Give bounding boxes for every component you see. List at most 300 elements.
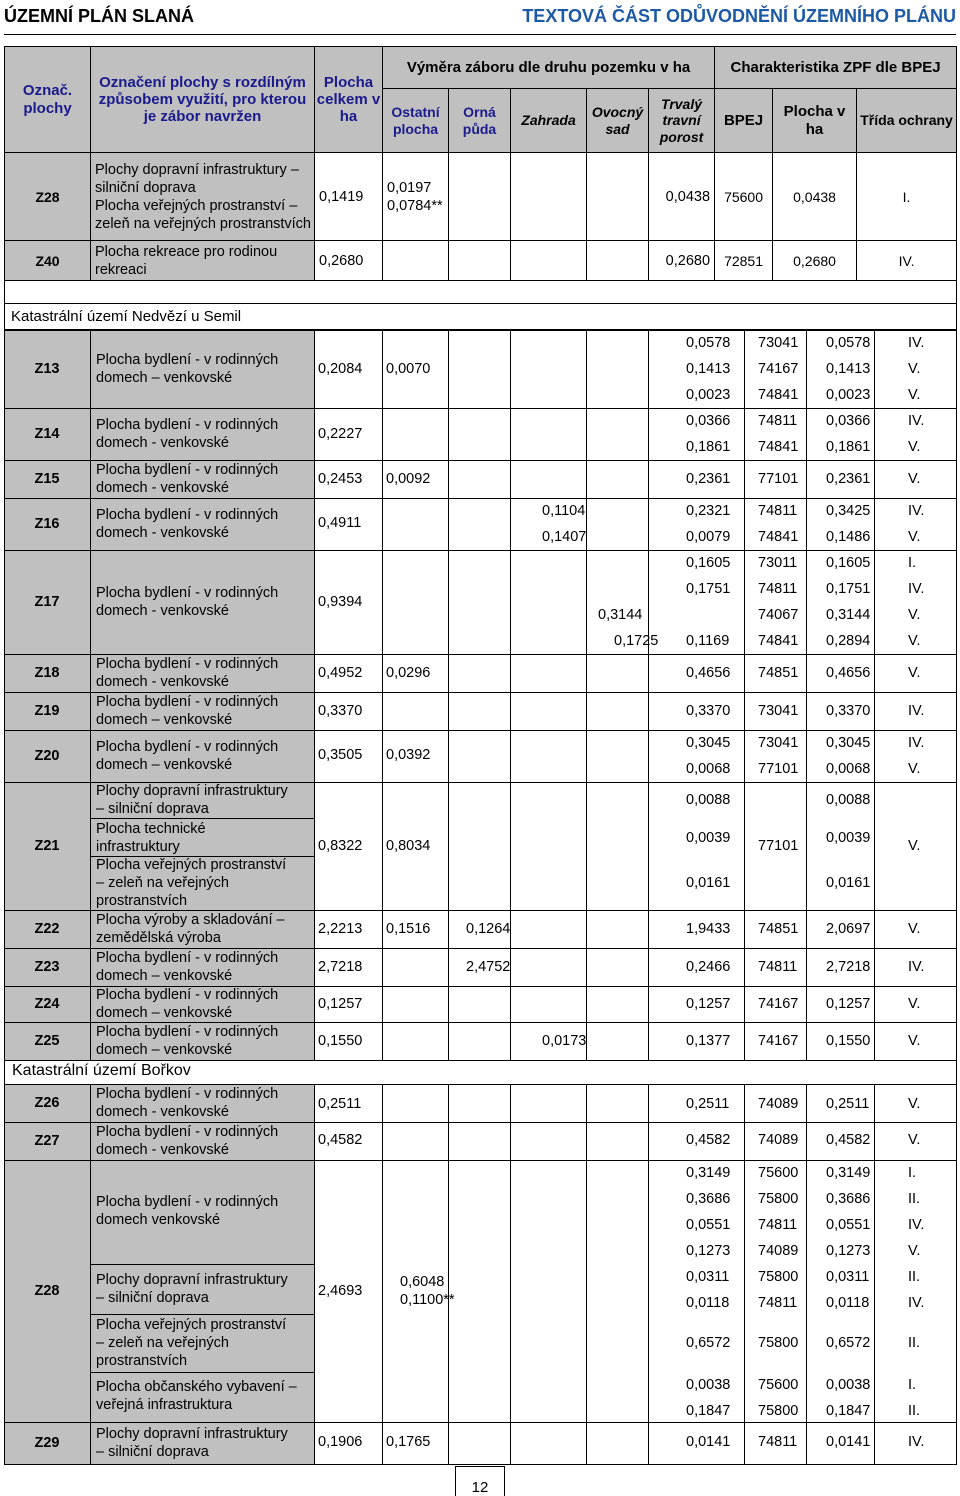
cell-ovocny: 0,1725 <box>614 633 659 649</box>
cell-ovocny: 0,3144 <box>598 607 643 623</box>
table-cell <box>586 910 649 949</box>
row-desc: Plocha veřejných prostranství <box>96 1317 287 1333</box>
cell-ttp: 0,2361 <box>686 471 731 487</box>
cell-trida: II. <box>908 1191 921 1207</box>
table-cell <box>510 986 587 1023</box>
cell-trida: IV. <box>908 581 925 597</box>
cell-bpej: 73041 <box>758 735 799 751</box>
row-id: Z22 <box>34 921 60 937</box>
table-cell <box>510 550 587 655</box>
cell-ostatni: 0,0296 <box>386 665 431 681</box>
cell-zahrada: 0,0173 <box>542 1033 587 1049</box>
cell-bpej: 74841 <box>758 529 799 545</box>
cell-plocha: 0,3370 <box>826 703 871 719</box>
table-cell <box>586 498 649 551</box>
row-desc: domech - venkovské <box>96 674 229 690</box>
cell-total: 0,4911 <box>318 515 362 531</box>
cell-bpej: 74811 <box>758 959 798 975</box>
cell-trida: V. <box>908 633 921 649</box>
row-desc: domech venkovské <box>96 1212 221 1228</box>
cell-ttp: 0,2466 <box>686 959 731 975</box>
row-desc: domech – venkovské <box>96 370 233 386</box>
row-desc: domech – venkovské <box>96 757 233 773</box>
cell-ttp: 0,1377 <box>686 1033 731 1049</box>
table-cell <box>448 1160 511 1423</box>
group-land-header: Výměra záboru dle druhu pozemku v ha <box>383 47 715 89</box>
page-header <box>4 4 956 35</box>
cell-plocha: 0,0068 <box>826 761 871 777</box>
row-desc: infrastruktury <box>96 839 180 855</box>
cell-total: 2,7218 <box>318 959 363 975</box>
cell-plocha: 0,3425 <box>826 503 871 519</box>
cell-trida: V. <box>908 361 921 377</box>
cell-plocha: 0,0088 <box>826 792 871 808</box>
cell-trida: V. <box>908 996 921 1012</box>
cell-trida: IV. <box>908 503 925 519</box>
row-desc: Plocha občanského vybavení – <box>96 1379 297 1395</box>
cell-ttp: 0,2321 <box>686 503 731 519</box>
cell-bpej: 74811 <box>758 413 798 429</box>
cell-ttp: 0,3045 <box>686 735 731 751</box>
cell-ttp: 0,1751 <box>686 581 731 597</box>
table-cell <box>586 408 649 461</box>
cell-plocha: 0,1605 <box>826 555 871 571</box>
cell-ttp: 0,4656 <box>686 665 731 681</box>
cell-ttp: 0,0161 <box>686 875 731 891</box>
cell-plocha: 0,0118 <box>826 1295 870 1311</box>
cell-ttp: 0,3370 <box>686 703 731 719</box>
cell-trida: V. <box>908 838 921 854</box>
cell-total: 0,2453 <box>318 471 363 487</box>
cell-bpej: 74067 <box>758 607 799 623</box>
row-desc: Plocha bydlení - v rodinných <box>96 950 279 966</box>
row-id: Z40 <box>5 241 91 281</box>
row-desc: veřejná infrastruktura <box>96 1397 233 1413</box>
cell-plocha: 0,4656 <box>826 665 871 681</box>
col-bpej-header: BPEJ <box>715 89 773 153</box>
cell-plocha: 0,0311 <box>826 1269 870 1285</box>
table-cell <box>448 1022 511 1061</box>
cell-zahrada: 0,1104 <box>542 503 586 519</box>
cell-ttp: 0,1257 <box>686 996 731 1012</box>
cell-plocha: 2,0697 <box>826 921 871 937</box>
cell-plocha: 0,3045 <box>826 735 871 751</box>
cell-plocha: 0,2894 <box>826 633 871 649</box>
row-desc: domech - venkovské <box>96 525 229 541</box>
cell-bpej: 74167 <box>758 361 799 377</box>
table-cell <box>448 1084 511 1123</box>
row-id: Z24 <box>34 996 60 1012</box>
cell-ttp: 0,0438 <box>649 153 715 241</box>
cell-plocha: 2,7218 <box>826 959 871 975</box>
cell-trida: I. <box>908 1377 917 1393</box>
cell-total: 0,2680 <box>315 241 383 281</box>
cell-plocha: 0,1861 <box>826 439 871 455</box>
cell-bpej: 75800 <box>758 1335 799 1351</box>
table-cell <box>586 1122 649 1161</box>
cell-bpej: 77101 <box>758 761 799 777</box>
cell-total: 0,1906 <box>318 1434 363 1450</box>
cell-bpej: 74841 <box>758 387 799 403</box>
cell-ostatni: 0,1100** <box>400 1292 455 1308</box>
cell-bpej: 74851 <box>758 665 799 681</box>
table-cell <box>586 1022 649 1061</box>
row-desc: domech - venkovské <box>96 1104 229 1120</box>
cell-trida: V. <box>908 471 921 487</box>
row-desc: – silniční doprava <box>96 1444 209 1460</box>
table-cell <box>448 1422 511 1465</box>
table-cell <box>586 1160 649 1423</box>
row-desc: – silniční doprava <box>96 801 209 817</box>
table-cell <box>448 782 511 911</box>
table-cell <box>510 408 587 461</box>
cell-total: 0,4582 <box>318 1132 363 1148</box>
cell-bpej: 75800 <box>758 1191 799 1207</box>
cell-trida: IV. <box>908 703 925 719</box>
col-total-header: Plocha celkem v ha <box>315 47 383 153</box>
table-cell <box>586 692 649 731</box>
cell-bpej: 75600 <box>758 1377 799 1393</box>
row-id: Z23 <box>34 959 60 975</box>
cell-ostatni: 0,0070 <box>386 361 431 377</box>
table-cell <box>382 1022 449 1061</box>
cell-total: 2,2213 <box>318 921 363 937</box>
col-plocha-header: Plocha v ha <box>773 89 857 153</box>
table-row <box>5 241 957 281</box>
row-desc: Plocha bydlení - v rodinných <box>96 987 279 1003</box>
cell-ostatni: 0,6048 <box>400 1274 445 1290</box>
cell-total: 0,1257 <box>318 996 363 1012</box>
cell-bpej: 72851 <box>715 241 773 281</box>
cell-plocha: 0,0438 <box>773 153 857 241</box>
cell-plocha: 0,1751 <box>826 581 871 597</box>
table-cell <box>448 692 511 731</box>
row-id: Z26 <box>34 1095 60 1111</box>
cell-bpej: 74841 <box>758 439 799 455</box>
cell-bpej: 74089 <box>758 1096 799 1112</box>
row-desc: Plocha bydlení - v rodinných <box>96 1194 279 1210</box>
row-desc: Plocha rekreace pro rodinou rekreaci <box>91 241 315 281</box>
cell-bpej: 74811 <box>758 1217 798 1233</box>
cell-ttp: 0,0578 <box>686 335 731 351</box>
col-zahrada-header: Zahrada <box>511 89 587 153</box>
section-title: TEXTOVÁ ČÁST ODŮVODNĚNÍ ÚZEMNÍHO PLÁNU <box>522 6 956 26</box>
cell-ttp: 0,0038 <box>686 1377 731 1393</box>
table-cell <box>510 1122 587 1161</box>
cell-ttp: 0,0551 <box>686 1217 731 1233</box>
row-desc: – zeleň na veřejných <box>96 1335 229 1351</box>
table-cell <box>448 408 511 461</box>
cell-total: 0,3370 <box>318 703 363 719</box>
table-cell <box>510 1084 587 1123</box>
cell-bpej: 74841 <box>758 633 799 649</box>
cell-plocha: 0,0161 <box>826 875 871 891</box>
table-cell <box>510 910 587 949</box>
cell-plocha: 0,3144 <box>826 607 871 623</box>
table-cell <box>382 1084 449 1123</box>
table-cell <box>382 948 449 987</box>
table-cell <box>510 782 587 911</box>
cell-trida: V. <box>908 387 921 403</box>
row-id: Z20 <box>34 748 60 764</box>
cell-trida: V. <box>908 1132 921 1148</box>
cell-trida: I. <box>908 1165 917 1181</box>
cell-ttp: 0,0039 <box>686 830 731 846</box>
row-id: Z15 <box>34 471 60 487</box>
cell-bpej: 74089 <box>758 1132 799 1148</box>
cell-ttp: 0,2680 <box>649 241 715 281</box>
row-desc: Plochy dopravní infrastruktury <box>96 1272 288 1288</box>
cell-ttp: 0,1605 <box>686 555 731 571</box>
cell-ttp: 1,9433 <box>686 921 731 937</box>
row-desc: Plocha bydlení - v rodinných <box>96 417 279 433</box>
row-desc: Plocha bydlení - v rodinných <box>96 1086 279 1102</box>
cell-ttp: 0,0088 <box>686 792 731 808</box>
table-cell <box>448 730 511 783</box>
cell-plocha: 0,2680 <box>773 241 857 281</box>
cell-plocha: 0,4582 <box>826 1132 871 1148</box>
row-id: Z14 <box>34 426 60 442</box>
cell-plocha: 0,2361 <box>826 471 871 487</box>
cell-ostatni: 0,8034 <box>386 838 431 854</box>
cell-orna: 0,1264 <box>466 921 511 937</box>
table-cell <box>586 1422 649 1465</box>
cell-plocha: 0,3149 <box>826 1165 871 1181</box>
table-cell <box>586 730 649 783</box>
row-id: Z28 <box>34 1283 60 1299</box>
row-desc: Plochy dopravní infrastruktury <box>96 783 288 799</box>
row-desc: – zeleň na veřejných <box>96 875 229 891</box>
col-trida-header: Třída ochrany <box>857 89 957 153</box>
cell-bpej: 74811 <box>758 503 798 519</box>
row-id: Z19 <box>34 703 60 719</box>
cell-trida: I. <box>908 555 917 571</box>
cell-trida: I. <box>857 153 957 241</box>
col-trvaly-header: Trvalý travní porost <box>649 89 715 153</box>
table-cell <box>382 550 449 655</box>
row-id: Z16 <box>34 516 60 532</box>
cell-total: 2,4693 <box>318 1283 363 1299</box>
cell-ttp: 0,1847 <box>686 1403 731 1419</box>
table-cell <box>448 460 511 499</box>
cell-plocha: 0,0023 <box>826 387 871 403</box>
cell-bpej: 77101 <box>758 471 799 487</box>
cell-ttp: 0,0311 <box>686 1269 730 1285</box>
cell-trida: V. <box>908 607 921 623</box>
table-cell <box>510 948 587 987</box>
table-cell <box>510 654 587 693</box>
cell-plocha: 0,0039 <box>826 830 871 846</box>
col-ovocny-header: Ovocný sad <box>587 89 649 153</box>
row-desc: domech – venkovské <box>96 1005 233 1021</box>
row-desc: zemědělská výroba <box>96 930 221 946</box>
cell-plocha: 0,1486 <box>826 529 871 545</box>
row-desc: Plocha bydlení - v rodinných <box>96 352 279 368</box>
cell-bpej: 74811 <box>758 1434 798 1450</box>
cell-ostatni: 0,0197 0,0784** <box>383 153 449 241</box>
table-cell <box>448 986 511 1023</box>
table-cell <box>448 1122 511 1161</box>
row-desc: domech - venkovské <box>96 435 229 451</box>
table-cell <box>586 782 649 911</box>
cell-total: 0,9394 <box>318 594 363 610</box>
cell-bpej: 75600 <box>758 1165 799 1181</box>
cell-total: 0,2511 <box>318 1096 362 1112</box>
cell-plocha: 0,2511 <box>826 1096 870 1112</box>
group-zpf-header: Charakteristika ZPF dle BPEJ <box>715 47 957 89</box>
cell-plocha: 0,6572 <box>826 1335 871 1351</box>
cell-ttp: 0,3149 <box>686 1165 731 1181</box>
cell-trida: V. <box>908 1033 921 1049</box>
table-cell <box>510 1422 587 1465</box>
cell-ttp: 0,1273 <box>686 1243 731 1259</box>
row-desc: domech - venkovské <box>96 603 229 619</box>
cell-bpej: 73041 <box>758 703 799 719</box>
cell-plocha: 0,0038 <box>826 1377 871 1393</box>
table-cell <box>586 948 649 987</box>
cell-trida: IV. <box>857 241 957 281</box>
cell-plocha: 0,3686 <box>826 1191 871 1207</box>
cell-plocha: 0,1550 <box>826 1033 871 1049</box>
cell-trida: IV. <box>908 335 925 351</box>
cell-total: 0,1550 <box>318 1033 363 1049</box>
row-desc: domech - venkovské <box>96 480 229 496</box>
row-desc: Plocha bydlení - v rodinných <box>96 694 279 710</box>
page-number: 12 <box>455 1466 505 1496</box>
col-desc-header: Označení plochy s rozdílným způsobem využití, pro kterou je zábor navržen <box>91 47 315 153</box>
row-desc: Plocha bydlení - v rodinných <box>96 656 279 672</box>
cell-ttp: 0,0141 <box>686 1434 731 1450</box>
cell-plocha: 0,0366 <box>826 413 871 429</box>
cell-bpej: 73011 <box>758 555 798 571</box>
cell-bpej: 75800 <box>758 1403 799 1419</box>
cell-ttp: 0,3686 <box>686 1191 731 1207</box>
table-cell <box>586 1084 649 1123</box>
cell-trida: V. <box>908 921 921 937</box>
row-id: Z25 <box>34 1033 60 1049</box>
row-desc: – silniční doprava <box>96 1290 209 1306</box>
table-cell <box>510 460 587 499</box>
cell-ostatni: 0,1765 <box>386 1434 431 1450</box>
cell-ttp: 0,0079 <box>686 529 731 545</box>
cell-ttp: 0,2511 <box>686 1096 730 1112</box>
row-desc: Plocha bydlení - v rodinných <box>96 507 279 523</box>
row-id: Z18 <box>34 665 60 681</box>
cell-trida: IV. <box>908 1217 925 1233</box>
cell-trida: IV. <box>908 959 925 975</box>
cell-ostatni: 0,1516 <box>386 921 431 937</box>
table-cell <box>510 730 587 783</box>
cell-ttp: 0,1413 <box>686 361 731 377</box>
col-orna-header: Orná půda <box>449 89 511 153</box>
cell-total: 0,2084 <box>318 361 363 377</box>
table-cell <box>586 330 649 409</box>
cell-trida: II. <box>908 1335 921 1351</box>
table-cell <box>448 330 511 409</box>
row-id: Z29 <box>34 1435 60 1451</box>
cell-bpej: 74851 <box>758 921 799 937</box>
row-desc: Plocha veřejných prostranství <box>96 857 287 873</box>
row-desc: Plocha bydlení - v rodinných <box>96 1024 279 1040</box>
cell-zahrada: 0,1407 <box>542 529 587 545</box>
table-cell <box>382 408 449 461</box>
row-desc: Plocha bydlení - v rodinných <box>96 585 279 601</box>
table-cell <box>586 986 649 1023</box>
cell-total: 0,8322 <box>318 838 363 854</box>
cell-bpej: 74811 <box>758 1295 798 1311</box>
row-desc: prostranstvích <box>96 1353 188 1369</box>
cell-plocha: 0,0141 <box>826 1434 871 1450</box>
row-desc: Plocha bydlení - v rodinných <box>96 739 279 755</box>
cell-trida: IV. <box>908 1434 925 1450</box>
cell-ttp: 0,6572 <box>686 1335 731 1351</box>
cell-trida: IV. <box>908 735 925 751</box>
row-desc: domech – venkovské <box>96 712 233 728</box>
col-ostatni-header: Ostatní plocha <box>383 89 449 153</box>
cell-bpej: 74811 <box>758 581 798 597</box>
row-desc: domech – venkovské <box>96 1042 233 1058</box>
row-id: Z13 <box>34 361 60 377</box>
table-cell <box>382 498 449 551</box>
cell-bpej: 75800 <box>758 1269 799 1285</box>
cell-ttp: 0,1169 <box>686 633 730 649</box>
cell-trida: II. <box>908 1269 921 1285</box>
section-heading: Katastrální území Bořkov <box>12 1062 191 1079</box>
table-cell <box>586 654 649 693</box>
cell-bpej: 77101 <box>758 838 799 854</box>
cell-trida: V. <box>908 529 921 545</box>
cell-ttp: 0,1861 <box>686 439 731 455</box>
row-desc: domech – venkovské <box>96 968 233 984</box>
cell-trida: V. <box>908 1096 921 1112</box>
cell-total: 0,3505 <box>318 747 363 763</box>
row-id: Z21 <box>34 838 60 854</box>
cell-ostatni: 0,0392 <box>386 747 431 763</box>
row-desc: Plocha výroby a skladování – <box>96 912 285 928</box>
table-cell <box>586 460 649 499</box>
cell-bpej: 73041 <box>758 335 799 351</box>
cell-ttp: 0,4582 <box>686 1132 731 1148</box>
cell-plocha: 0,0578 <box>826 335 871 351</box>
cell-bpej: 74089 <box>758 1243 799 1259</box>
table-cell <box>448 654 511 693</box>
row-desc: prostranstvích <box>96 893 188 909</box>
cell-orna: 2,4752 <box>466 959 511 975</box>
cell-total: 0,1419 <box>315 153 383 241</box>
row-desc: Plocha bydlení - v rodinných <box>96 462 279 478</box>
cell-ttp: 0,0366 <box>686 413 731 429</box>
row-desc: Plocha bydlení - v rodinných <box>96 1124 279 1140</box>
table-cell <box>448 498 511 551</box>
row-id: Z17 <box>34 594 60 610</box>
cell-ttp: 0,0068 <box>686 761 731 777</box>
cell-total: 0,2227 <box>318 426 363 442</box>
table-cell <box>510 330 587 409</box>
land-take-table <box>4 46 957 330</box>
row-desc: domech - venkovské <box>96 1142 229 1158</box>
cell-bpej: 75600 <box>715 153 773 241</box>
table-row <box>5 153 957 241</box>
table-cell <box>448 550 511 655</box>
cell-plocha: 0,1413 <box>826 361 871 377</box>
cell-plocha: 0,1847 <box>826 1403 871 1419</box>
row-desc: Plocha technické <box>96 821 206 837</box>
cell-total: 0,4952 <box>318 665 363 681</box>
cell-plocha: 0,1257 <box>826 996 871 1012</box>
document-title: ÚZEMNÍ PLÁN SLANÁ <box>4 6 194 26</box>
cell-trida: V. <box>908 665 921 681</box>
table-cell <box>382 1122 449 1161</box>
